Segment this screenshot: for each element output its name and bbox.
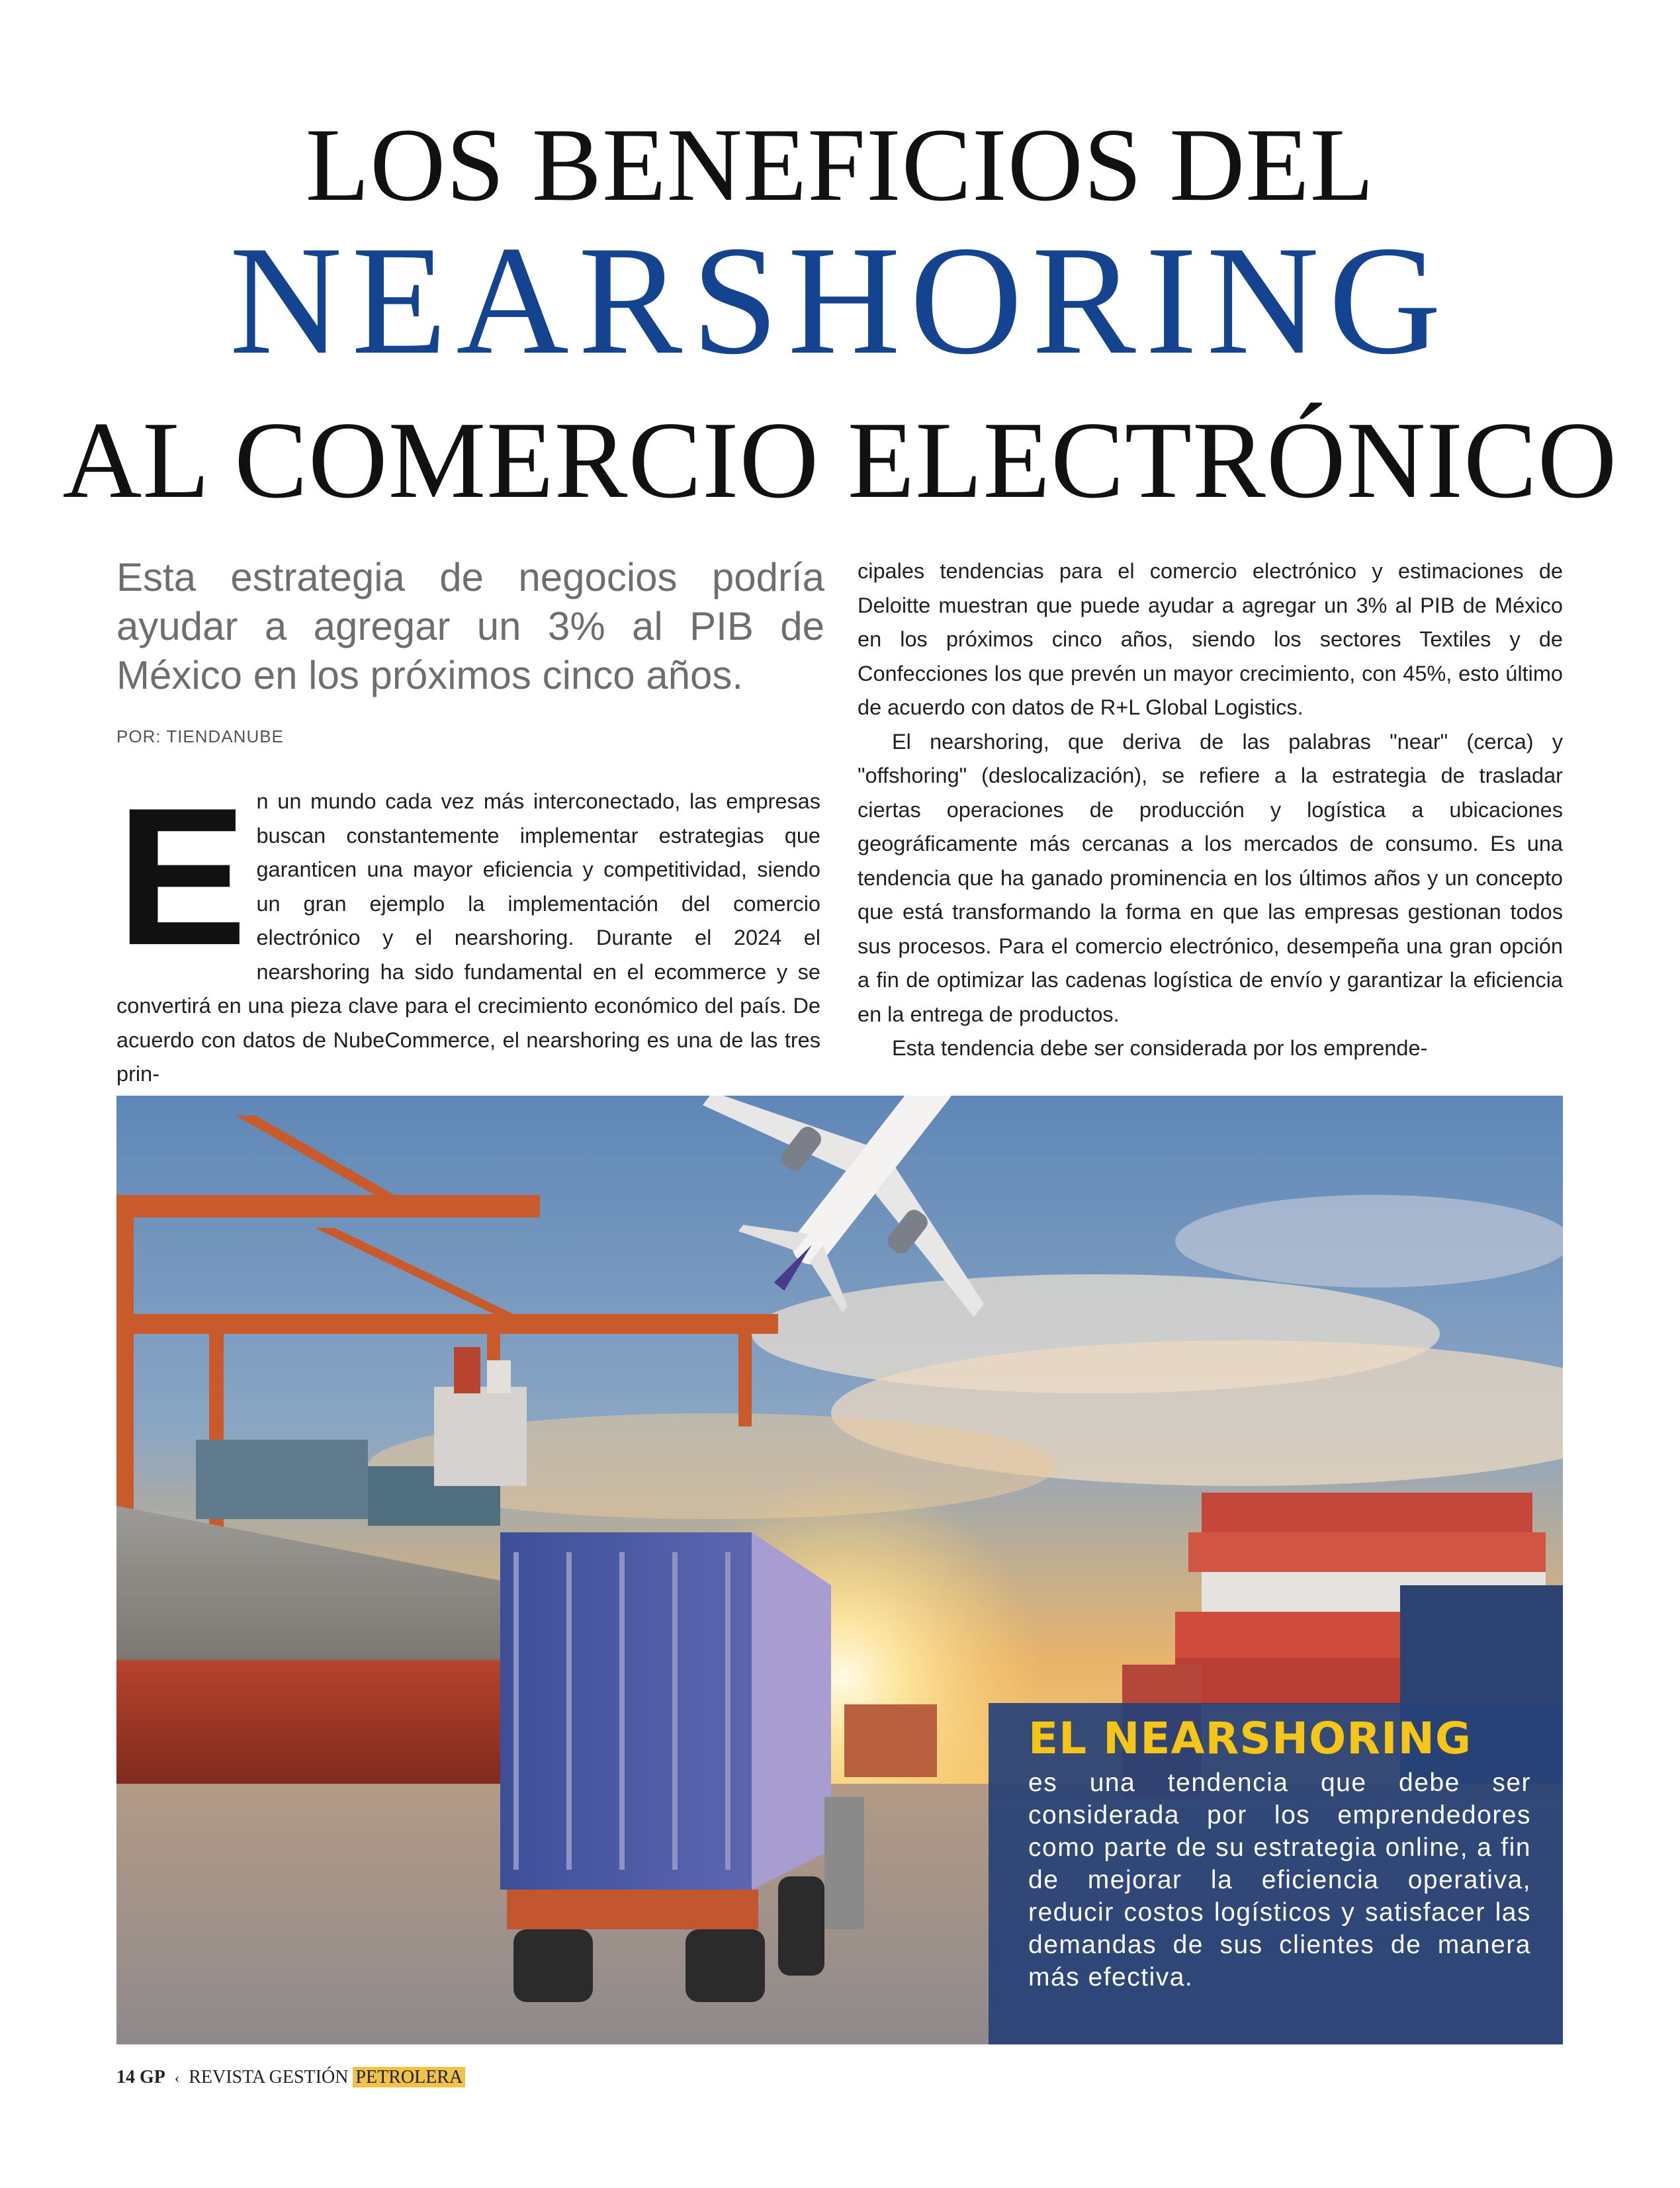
article-column-left (116, 767, 820, 1092)
magazine-name: REVISTA GESTIÓN (189, 2067, 349, 2087)
paragraph-intro: n un mundo cada vez más interconectado, las empresas buscan constantemente implementar estrategias que garanticen una mayor eficiencia y competitividad, siendo un gran ejemplo la implementación del comercio electrónico y el nearshoring. Durante el 2024 el nearshoring ha sido fundamental en el ecommerce y se convertirá en una pieza clave para el crecimiento económico del país. De acuerdo con datos de NubeCommerce, el nearshoring es una de las tres prin- (116, 789, 820, 1086)
article-subtitle: Esta estrategia de negocios podría ayudar a agregar un 3% al PIB de México en los próximos cinco años. (116, 555, 824, 697)
title-line-2-nearshoring: NEARSHORING (229, 214, 1451, 387)
title-line-1: LOS BENEFICIOS DEL (305, 107, 1375, 223)
magazine-name-highlight: PETROLERA (353, 2067, 465, 2087)
footer-separator: ‹ (174, 2070, 180, 2086)
drop-cap: E (116, 767, 247, 986)
page-footer (116, 2064, 465, 2091)
paragraph-trend: Esta tendencia debe ser considerada por los emprende- (892, 1036, 1428, 1060)
title-line-3: AL COMERCIO ELECTRÓNICO (62, 399, 1618, 521)
callout-text: es una tendencia que debe ser considerada por los emprendedores como parte de su estrategia online, a fin de mejorar la eficiencia operativa, reducir costos logísticos y satisfacer las demandas de sus clientes de manera más efectiva. (1028, 1769, 1531, 1991)
article-column-right (858, 554, 1563, 1066)
paragraph-definition: El nearshoring, que deriva de las palabras "near" (cerca) y "offshoring" (deslocalización), se refiere a la estrategia de trasladar ciertas operaciones de producción y logística a ubicaciones geográficamente más cercanas a los mercados de consumo. Es una tendencia que ha ganado prominencia en los últimos años y un concepto que está transformando la forma en que las empresas gestionan todos sus procesos. Para el comercio electrónico, desempeña una gran opción a fin de optimizar las cadenas logística de envío y garantizar la eficiencia en la entrega de productos. (858, 729, 1563, 1026)
callout-box (989, 1703, 1563, 2044)
paragraph-continuation: cipales tendencias para el comercio electrónico y estimaciones de Deloitte muestran que puede ayudar a agregar un 3% al PIB de México en los próximos cinco años, siendo los sectores Textiles y de Confecciones los que prevén un mayor crecimiento, con 45%, esto último de acuerdo con datos de R+L Global Logistics. (858, 559, 1563, 719)
callout-title: EL NEARSHORING (1028, 1713, 1472, 1764)
byline: POR: TIENDANUBE (116, 726, 284, 746)
page-number: 14 GP (116, 2067, 165, 2087)
